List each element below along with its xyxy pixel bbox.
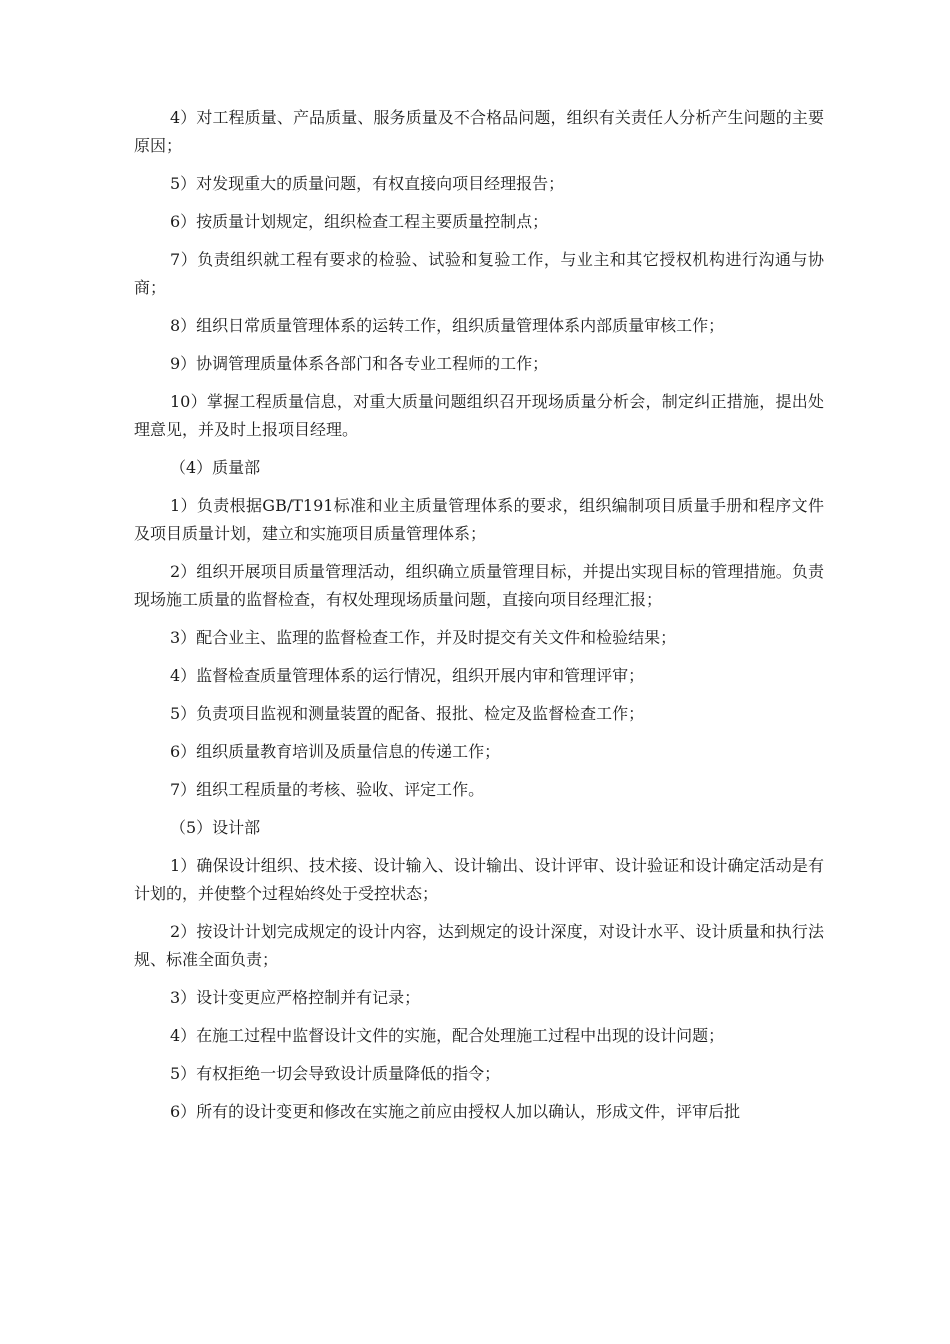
paragraph-quality-dept-item-2: 2）组织开展项目质量管理活动，组织确立质量管理目标，并提出实现目标的管理措施。负责现场施工质量的监督检查，有权处理现场质量问题，直接向项目经理汇报；: [134, 562, 824, 609]
paragraph-quality-dept-item-5: 5）负责项目监视和测量装置的配备、报批、检定及监督检查工作；: [170, 704, 645, 723]
paragraph-item-7-inspection: 7）负责组织就工程有要求的检验、试验和复验工作，与业主和其它授权机构进行沟通与协商；: [134, 250, 824, 297]
paragraph-quality-dept-item-6: 6）组织质量教育培训及质量信息的传递工作；: [170, 742, 501, 761]
paragraph-design-dept-item-1: 1）确保设计组织、技术接、设计输入、设计输出、设计评审、设计验证和设计确定活动是有计划的，并使整个过程始终处于受控状态；: [134, 856, 824, 903]
section-heading-quality-dept: （4）质量部: [170, 458, 261, 477]
paragraph-design-dept-item-2: 2）按设计计划完成规定的设计内容，达到规定的设计深度，对设计水平、设计质量和执行法规、标准全面负责；: [134, 922, 824, 969]
paragraph-quality-dept-item-1: 1）负责根据GB/T191标准和业主质量管理体系的要求，组织编制项目质量手册和程序文件及项目质量计划，建立和实施项目质量管理体系；: [134, 496, 824, 543]
paragraph-quality-dept-item-4: 4）监督检查质量管理体系的运行情况，组织开展内审和管理评审；: [170, 666, 645, 685]
paragraph-item-10-quality-info: 10）掌握工程质量信息，对重大质量问题组织召开现场质量分析会，制定纠正措施，提出处理意见，并及时上报项目经理。: [134, 392, 824, 439]
paragraph-item-4-cause-analysis: 4）对工程质量、产品质量、服务质量及不合格品问题，组织有关责任人分析产生问题的主要原因；: [134, 108, 824, 155]
paragraph-item-6-control-points: 6）按质量计划规定，组织检查工程主要质量控制点；: [170, 212, 549, 231]
paragraph-quality-dept-item-3: 3）配合业主、监理的监督检查工作，并及时提交有关文件和检验结果；: [170, 628, 677, 647]
paragraph-design-dept-item-3: 3）设计变更应严格控制并有记录；: [170, 988, 421, 1007]
paragraph-quality-dept-item-7: 7）组织工程质量的考核、验收、评定工作。: [170, 780, 485, 799]
document-body: [134, 104, 824, 1136]
paragraph-item-9-coordination: 9）协调管理质量体系各部门和各专业工程师的工作；: [170, 354, 549, 373]
paragraph-design-dept-item-5: 5）有权拒绝一切会导致设计质量降低的指令；: [170, 1064, 501, 1083]
paragraph-design-dept-item-6: 6）所有的设计变更和修改在实施之前应由授权人加以确认，形成文件，评审后批: [170, 1102, 741, 1121]
paragraph-item-8-system-operation: 8）组织日常质量管理体系的运转工作，组织质量管理体系内部质量审核工作；: [170, 316, 725, 335]
section-heading-design-dept: （5）设计部: [170, 818, 261, 837]
paragraph-item-5-report: 5）对发现重大的质量问题，有权直接向项目经理报告；: [170, 174, 565, 193]
paragraph-design-dept-item-4: 4）在施工过程中监督设计文件的实施，配合处理施工过程中出现的设计问题；: [170, 1026, 725, 1045]
